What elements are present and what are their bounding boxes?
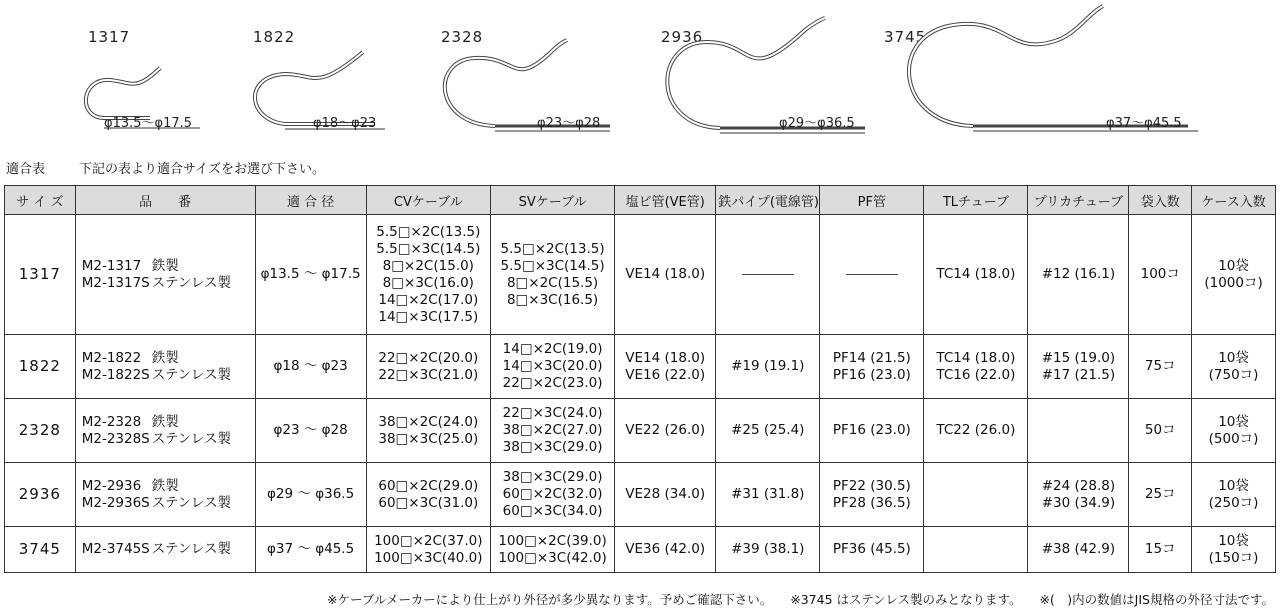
size-cell: 3745: [5, 527, 76, 573]
cell-line: PF14 (21.5): [832, 349, 911, 366]
ve-pipe-cell: [615, 399, 716, 463]
cell-line: #19 (19.1): [731, 358, 805, 374]
model-code: M2-1822: [81, 349, 142, 366]
cell-line: TC22 (26.0): [936, 422, 1016, 438]
cell-line: 100□×3C(42.0): [498, 549, 607, 566]
cell-line: 60□×3C(31.0): [378, 494, 479, 511]
cell-line: (750コ): [1208, 366, 1259, 383]
table-row: [5, 463, 1276, 527]
cell-line: VE14 (18.0): [625, 266, 706, 282]
case-qty-cell: [1192, 335, 1276, 399]
table-row: [5, 215, 1276, 335]
tl-tube-cell: [924, 215, 1028, 335]
plica-tube-cell: [1028, 463, 1129, 527]
model-cell: [75, 335, 255, 399]
cell-line: #39 (38.1): [731, 541, 805, 557]
cell-line: 100□×3C(40.0): [374, 549, 483, 566]
model-code: M2-1822S: [81, 366, 150, 383]
cell-line: (1000コ): [1204, 274, 1263, 291]
cell-line: PF16 (23.0): [832, 422, 911, 438]
model-material: 鉄製: [151, 349, 179, 366]
header-sv-cable: SVケーブル: [490, 186, 614, 215]
diameter-cell: φ13.5 〜 φ17.5: [255, 215, 366, 335]
cell-line: VE16 (22.0): [625, 366, 706, 383]
bag-qty-cell: 25コ: [1129, 463, 1192, 527]
cell-line: 14□×3C(20.0): [502, 358, 603, 374]
case-qty-cell: [1192, 527, 1276, 573]
cell-line: #17 (21.5): [1041, 366, 1116, 383]
cell-line: PF36 (45.5): [832, 541, 911, 557]
cell-line: 5.5□×2C(13.5): [500, 240, 605, 257]
cell-line: 22□×2C(23.0): [502, 375, 603, 391]
bag-qty-cell: 50コ: [1129, 399, 1192, 463]
iron-pipe-cell: [716, 527, 820, 573]
cell-line: (250コ): [1208, 494, 1259, 511]
diameter-cell: φ29 〜 φ36.5: [255, 463, 366, 527]
case-qty-cell: [1192, 215, 1276, 335]
model-code: M2-1317S: [81, 274, 150, 291]
model-material: 鉄製: [151, 413, 179, 430]
cell-line: #15 (19.0): [1041, 349, 1116, 366]
pf-pipe-cell: [820, 399, 924, 463]
cell-line: 38□×3C(25.0): [378, 430, 479, 447]
model-line: [82, 414, 253, 431]
header-bag-qty: 袋入数: [1129, 186, 1192, 215]
ve-pipe-cell: [615, 215, 716, 335]
cell-line: #38 (42.9): [1041, 541, 1116, 557]
bag-qty-cell: 75コ: [1129, 335, 1192, 399]
cv-cable-cell: [366, 463, 490, 527]
size-cell: 1822: [5, 335, 76, 399]
footnote-item: ※3745 はステンレス製のみとなります。: [790, 592, 1022, 607]
cell-line: #31 (31.8): [731, 486, 805, 502]
model-cell: [75, 399, 255, 463]
cell-line: #30 (34.9): [1041, 494, 1116, 511]
cell-line: 10袋: [1218, 257, 1249, 274]
cell-line: 60□×3C(34.0): [502, 503, 603, 519]
table-row: [5, 335, 1276, 399]
ve-pipe-cell: [615, 463, 716, 527]
clip-range-label: φ18〜φ23: [313, 116, 377, 131]
model-material: ステンレス製: [151, 541, 232, 557]
cell-line: 14□×2C(17.0): [378, 291, 479, 308]
cell-line: 60□×2C(32.0): [502, 486, 603, 502]
cv-cable-cell: [366, 527, 490, 573]
cell-line: TC14 (18.0): [936, 349, 1016, 366]
ve-pipe-cell: [615, 335, 716, 399]
bag-qty-cell: 100コ: [1129, 215, 1192, 335]
cell-line: 38□×3C(29.0): [502, 469, 603, 485]
case-qty-cell: [1192, 463, 1276, 527]
model-line: [82, 541, 253, 558]
cell-line: PF28 (36.5): [832, 494, 911, 511]
plica-tube-cell: [1028, 399, 1129, 463]
tl-tube-cell: [924, 527, 1028, 573]
table-caption: [6, 158, 359, 177]
sv-cable-cell: [490, 463, 614, 527]
cv-cable-cell: [366, 335, 490, 399]
cell-line: 5.5□×2C(13.5): [376, 223, 481, 240]
header-iron-pipe: 鉄パイプ(電線管): [716, 186, 820, 215]
cell-line: 8□×3C(16.0): [382, 274, 474, 291]
clip-figure-3745: [878, 0, 1198, 135]
cell-line: 100□×2C(39.0): [498, 532, 607, 549]
plica-tube-cell: [1028, 527, 1129, 573]
model-code: M2-2936: [81, 477, 142, 494]
model-cell: [75, 527, 255, 573]
header-plica-tube: プリカチューブ: [1028, 186, 1129, 215]
cell-line: VE14 (18.0): [625, 349, 706, 366]
model-material: ステンレス製: [151, 430, 232, 447]
cell-line: 14□×2C(19.0): [502, 341, 603, 357]
cell-line: 8□×3C(16.5): [506, 291, 599, 308]
cell-line: 22□×3C(24.0): [502, 405, 603, 421]
cell-line: 38□×3C(29.0): [502, 439, 603, 455]
case-qty-cell: [1192, 399, 1276, 463]
cell-line: 8□×2C(15.0): [382, 257, 474, 274]
header-ve-pipe: 塩ビ管(VE管): [615, 186, 716, 215]
cv-cable-cell: [366, 399, 490, 463]
cv-cable-cell: [366, 215, 490, 335]
model-line: [82, 431, 253, 448]
cell-line: 22□×3C(21.0): [378, 366, 479, 383]
model-line: [82, 495, 253, 512]
cell-line: 10袋: [1218, 532, 1249, 549]
model-line: [82, 350, 253, 367]
model-line: [82, 275, 253, 292]
table-header-row: [5, 186, 1276, 215]
tl-tube-cell: [924, 335, 1028, 399]
clip-size-label: 2936: [661, 28, 704, 46]
cell-line: 22□×2C(20.0): [378, 349, 479, 366]
size-cell: 1317: [5, 215, 76, 335]
footnote-item: ※( )内の数値はJIS規格の外径寸法です。: [1039, 592, 1274, 607]
header-case-qty: ケース入数: [1192, 186, 1276, 215]
cell-line: 60□×2C(29.0): [378, 477, 479, 494]
clip-size-label: 3745: [884, 28, 927, 46]
iron-pipe-cell: [716, 399, 820, 463]
clip-range-label: φ37〜φ45.5: [1106, 116, 1182, 131]
ve-pipe-cell: [615, 527, 716, 573]
footnotes: [309, 590, 1274, 608]
model-code: M2-2328S: [81, 430, 150, 447]
cell-line: VE22 (26.0): [625, 422, 706, 438]
empty-dash: [742, 274, 794, 275]
clip-range-label: φ13.5〜φ17.5: [104, 116, 193, 131]
cell-line: 5.5□×3C(14.5): [376, 240, 481, 257]
cell-line: VE28 (34.0): [625, 486, 706, 502]
cell-line: VE36 (42.0): [625, 541, 706, 557]
cell-line: PF16 (23.0): [832, 366, 911, 383]
bag-qty-cell: 15コ: [1129, 527, 1192, 573]
cell-line: #12 (16.1): [1041, 266, 1116, 282]
pf-pipe-cell: [820, 463, 924, 527]
model-material: 鉄製: [151, 257, 179, 274]
model-cell: [75, 463, 255, 527]
sv-cable-cell: [490, 527, 614, 573]
caption-label: 適合表: [6, 162, 46, 177]
cell-line: #24 (28.8): [1041, 477, 1116, 494]
tl-tube-cell: [924, 463, 1028, 527]
diameter-cell: φ37 〜 φ45.5: [255, 527, 366, 573]
model-line: [82, 258, 253, 275]
header-model: 品 番: [75, 186, 255, 215]
clip-2328-icon: [435, 0, 635, 135]
cell-line: (150コ): [1208, 549, 1259, 566]
model-line: [82, 478, 253, 495]
table-row: [5, 527, 1276, 573]
model-material: 鉄製: [151, 477, 179, 494]
diameter-cell: φ23 〜 φ28: [255, 399, 366, 463]
table-row: [5, 399, 1276, 463]
model-line: [82, 367, 253, 384]
model-code: M2-2328: [81, 413, 142, 430]
pf-pipe-cell: [820, 335, 924, 399]
clip-size-label: 1317: [88, 28, 131, 46]
plica-tube-cell: [1028, 335, 1129, 399]
iron-pipe-cell: [716, 463, 820, 527]
empty-dash: [846, 274, 898, 275]
cell-line: 5.5□×3C(14.5): [500, 257, 605, 274]
cell-line: #25 (25.4): [731, 422, 805, 438]
clip-3745-icon: [878, 0, 1238, 135]
clip-range-label: φ29〜φ36.5: [779, 116, 855, 131]
header-size: サ イ ズ: [5, 186, 76, 215]
cell-line: 10袋: [1218, 477, 1249, 494]
model-material: ステンレス製: [151, 274, 232, 291]
sv-cable-cell: [490, 335, 614, 399]
cell-line: 14□×3C(17.5): [378, 308, 479, 325]
plica-tube-cell: [1028, 215, 1129, 335]
cell-line: (500コ): [1208, 430, 1259, 447]
sv-cable-cell: [490, 399, 614, 463]
iron-pipe-cell: [716, 215, 820, 335]
header-tl-tube: TLチューブ: [924, 186, 1028, 215]
size-cell: 2936: [5, 463, 76, 527]
model-material: ステンレス製: [151, 366, 232, 383]
model-code: M2-1317: [81, 257, 142, 274]
footnote-item: ※ケーブルメーカーにより仕上がり外径が多少異なります。予めご確認下さい。: [327, 592, 773, 607]
model-code: M2-2936S: [81, 494, 150, 511]
pf-pipe-cell: [820, 215, 924, 335]
compatibility-table: [4, 185, 1276, 573]
pf-pipe-cell: [820, 527, 924, 573]
header-pf-pipe: PF管: [820, 186, 924, 215]
tl-tube-cell: [924, 399, 1028, 463]
model-code: M2-3745S: [81, 541, 150, 557]
sv-cable-cell: [490, 215, 614, 335]
caption-text: 下記の表より適合サイズをお選び下さい。: [79, 162, 325, 177]
clip-size-label: 2328: [441, 28, 484, 46]
header-cv-cable: CVケーブル: [366, 186, 490, 215]
cell-line: 10袋: [1218, 349, 1249, 366]
cell-line: PF22 (30.5): [832, 477, 911, 494]
cell-line: 38□×2C(27.0): [502, 422, 603, 438]
clip-size-label: 1822: [253, 28, 296, 46]
size-cell: 2328: [5, 399, 76, 463]
cell-line: 100□×2C(37.0): [374, 532, 483, 549]
diameter-cell: φ18 〜 φ23: [255, 335, 366, 399]
model-material: ステンレス製: [151, 494, 232, 511]
iron-pipe-cell: [716, 335, 820, 399]
header-diameter: 適 合 径: [255, 186, 366, 215]
cell-line: TC16 (22.0): [936, 366, 1016, 383]
cell-line: 10袋: [1218, 413, 1249, 430]
clip-range-label: φ23〜φ28: [537, 116, 601, 131]
cell-line: TC14 (18.0): [936, 266, 1016, 282]
model-cell: [75, 215, 255, 335]
cell-line: 8□×2C(15.5): [506, 274, 599, 291]
cell-line: 38□×2C(24.0): [378, 413, 479, 430]
